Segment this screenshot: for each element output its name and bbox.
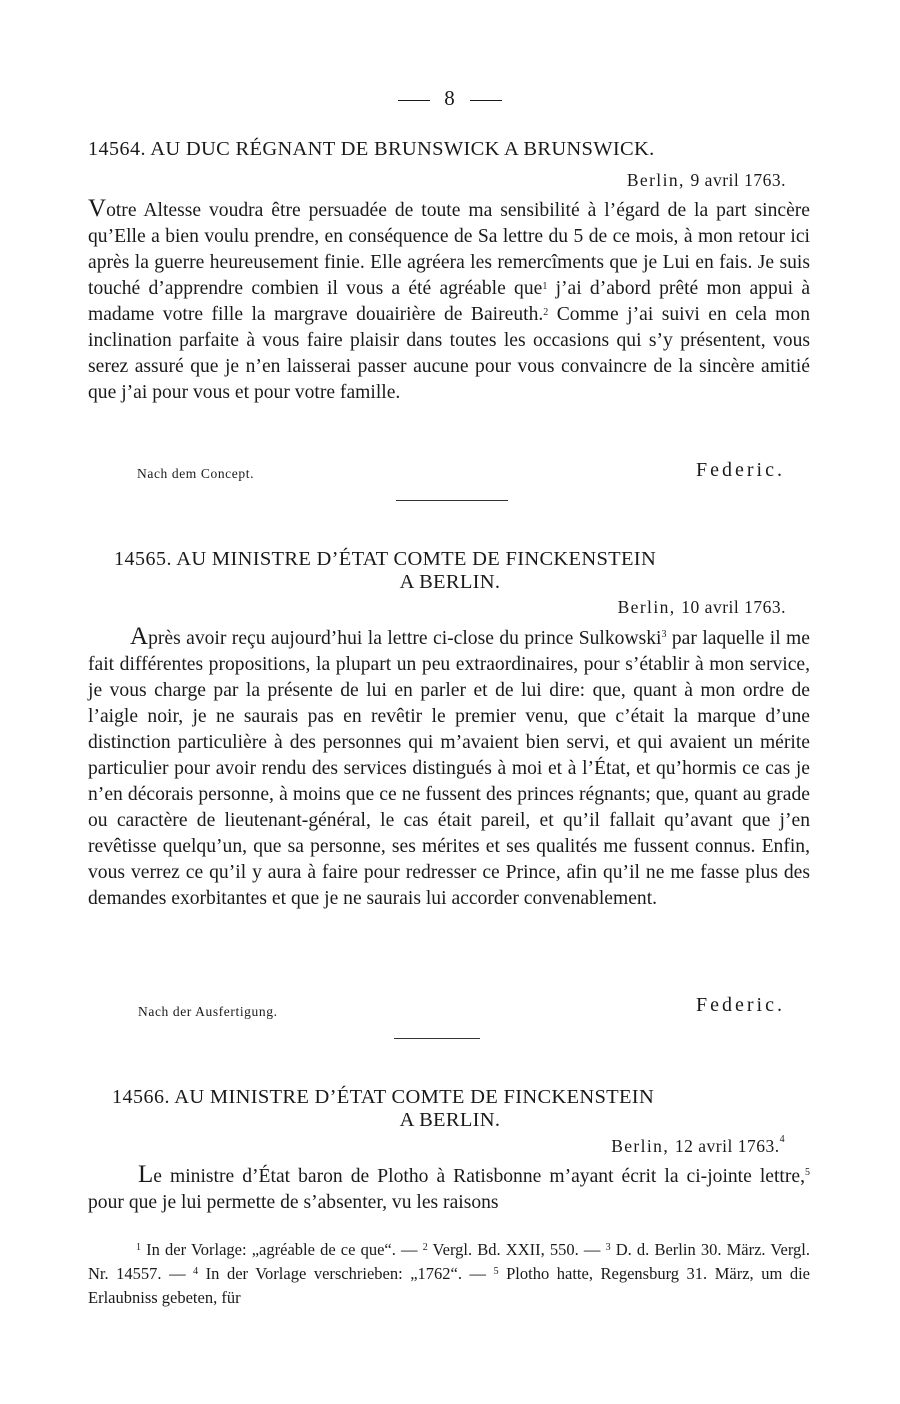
page-number-dash-left	[398, 100, 430, 101]
initial-letter: L	[138, 1161, 154, 1188]
letter-body-14565: Après avoir reçu aujourd’hui la lettre ci-close du prince Sulkowski$^3$ par laquelle il me fait différentes propositions, la plupart un peu extraordinaires, pour s’établir à mon service, je vous charge par la présente de lui en parler et de lui dire: que, quant à mon ordre de l’aigle noir, je ne saurais pas en revêtir le premier venu, que c’était la marque d’une distinction particulière à des personnes qui m’avaient bien servi, et qui avaient un mérite particulier pour avoir rendu des services distingués à moi et à l’État, et qu’hormis ce cas je n’en décorais personne, à moins que ce ne fussent des princes régnants; que, quant au grade ou caractère de lieutenant-général, le cas était pareil, et qu’il fallait qu’avant que j’en revêtisse quelqu’un, que sa personne, ses mérites et ses qualités me fussent connus. Enfin, vous verrez ce qu’il y aura à faire pour redresser ce Prince, afin qu’il ne me fasse plus des demandes exorbitantes et que je ne saurais lui accorder convenablement.	[88, 623, 810, 909]
heading-line: AU MINISTRE D’ÉTAT COMTE DE FINCKENSTEIN	[176, 548, 657, 570]
footnote-text: Plotho hatte, Regensburg 31. März, um die Erlaubniss gebeten, für	[88, 1264, 810, 1307]
heading-line-2: A BERLIN.	[399, 571, 501, 593]
letter-date-14565: Berlin, 10 avril 1763.	[617, 597, 786, 617]
footnote-ref: 5	[805, 1167, 810, 1178]
page-number-dash-right	[470, 100, 502, 101]
signature-14564: Federic.	[696, 459, 785, 481]
page-number: 8	[88, 86, 812, 111]
footnotes	[88, 1238, 810, 1310]
letter-date-14566: Berlin, 12 avril 1763.$^4$	[611, 1134, 786, 1156]
heading-line: AU MINISTRE D’ÉTAT COMTE DE FINCKENSTEIN	[174, 1086, 655, 1108]
footnote-ref: 1	[542, 281, 548, 292]
initial-letter: A	[130, 623, 149, 650]
section-divider	[394, 1038, 480, 1039]
footnote-ref: 2	[543, 307, 549, 318]
heading-line: AU DUC RÉGNANT DE BRUNSWICK A BRUNSWICK.	[150, 138, 655, 160]
letter-heading-14566: 14566. AU MINISTRE D’ÉTAT COMTE DE FINCKENSTEIN A BERLIN.	[88, 1086, 812, 1132]
footnote-text: D. d. Berlin 30. März. Vergl. Nr. 14557. —	[88, 1240, 810, 1283]
letter-heading-14564: 14564. AU DUC RÉGNANT DE BRUNSWICK A BRUNSWICK.	[88, 138, 655, 160]
section-divider	[396, 500, 508, 501]
letter-body-14564: Votre Altesse voudra être persuadée de toute ma sensibilité à l’égard de la part sincère qu’Elle a bien voulu prendre, en conséquence de Sa lettre du 5 de ce mois, à mon retour ici après la guerre heureusement finie. Elle agréera les remercîments que je Lui en fais. Je suis touché d’apprendre combien il vous a été agréable que$^1$ j’ai d’abord prêté mon appui à madame votre fille la margrave douairière de Baireuth.$^2$ Comme j’ai suivi en cela mon inclination parfaite à vous faire plaisir dans toutes les occasions qui s’y présentent, vous serez assuré que je n’en laisserai passer aucune pour vous convaincre de la sincère amitié que j’ai pour vous et pour votre famille.	[88, 195, 811, 403]
footnote-text: In der Vorlage verschrieben: „1762“. —	[198, 1264, 494, 1283]
footnote-mark: 2	[422, 1242, 428, 1253]
source-note-14564: Nach dem Concept.	[137, 466, 255, 481]
letter-body-14566: Le ministre d’État baron de Plotho à Ratisbonne m’ayant écrit la ci-jointe lettre,$^5$ pour que je lui permette de s’absenter, vu les raisons	[88, 1161, 810, 1213]
footnote-mark: 4	[193, 1266, 199, 1277]
initial-letter: V	[88, 195, 107, 222]
footnote-text: In der Vorlage: „agréable de ce que“. —	[141, 1240, 423, 1259]
footnote-text: Vergl. Bd. XXII, 550. —	[427, 1240, 606, 1259]
heading-line-2: A BERLIN.	[399, 1109, 501, 1131]
footnote-mark: 5	[493, 1266, 499, 1277]
source-note-14565: Nach der Ausfertigung.	[138, 1004, 278, 1019]
footnote-mark: 1	[136, 1242, 141, 1253]
footnote-ref: 3	[661, 629, 667, 640]
footnote-ref: 4	[779, 1134, 786, 1145]
footnote-mark: 3	[605, 1242, 611, 1253]
signature-14565: Federic.	[696, 994, 785, 1016]
letter-heading-14565: 14565. AU MINISTRE D’ÉTAT COMTE DE FINCKENSTEIN A BERLIN.	[88, 548, 812, 594]
letter-date-14564: Berlin, 9 avril 1763.	[626, 170, 786, 190]
